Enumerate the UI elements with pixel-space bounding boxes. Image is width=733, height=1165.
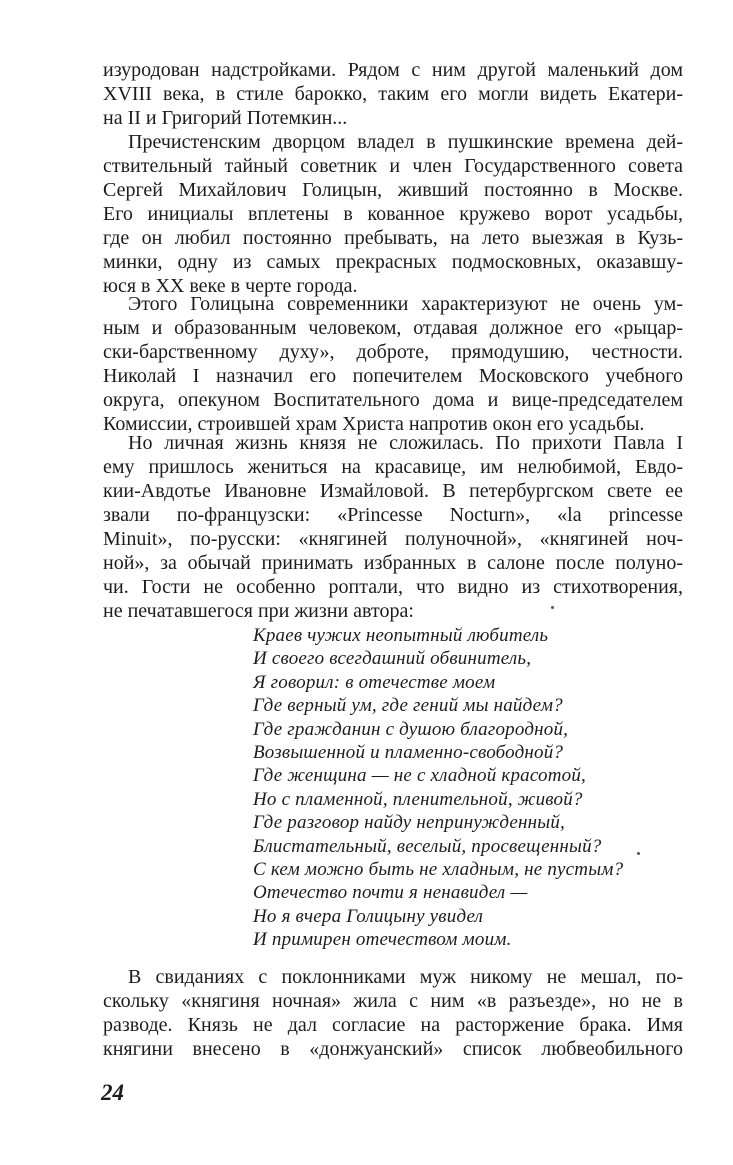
text-line: Но личная жизнь князя не сложилась. По прихоти Павла I bbox=[128, 432, 683, 454]
text-line: Его инициалы вплетены в кованное кружево ворот усадьбы, bbox=[103, 203, 683, 225]
text-line: Николай I назначил его попечителем Московского учебного bbox=[103, 365, 683, 387]
poem-line: Где верный ум, где гений мы найдем? bbox=[253, 695, 563, 717]
text-line: разводе. Князь не дал согласие на расторжение брака. Имя bbox=[103, 1014, 683, 1036]
poem-line: С кем можно быть не хладным, не пустым? bbox=[253, 858, 624, 880]
text-line: не печатавшегося при жизни автора: bbox=[103, 600, 414, 622]
text-line: XVIII века, в стиле барокко, таким его могли видеть Екатери- bbox=[103, 83, 683, 105]
text-line: ствительный тайный советник и член Государственного совета bbox=[103, 155, 683, 177]
text-line: ной», за обычай принимать избранных в салоне после полуно- bbox=[103, 552, 683, 574]
poem-line: Краев чужих неопытный любитель bbox=[253, 625, 549, 646]
text-line: на II и Григорий Потемкин... bbox=[103, 107, 348, 129]
poem-line: Возвышенной и пламенно-свободной? bbox=[253, 741, 564, 763]
text-line: кии-Авдотье Ивановне Измайловой. В петербургском свете ее bbox=[103, 480, 683, 502]
text-line: звали по-французски: «Princesse Nocturn», «la princesse bbox=[103, 504, 683, 526]
text-line: юся в XX веке в черте города. bbox=[103, 275, 358, 297]
text-line: минки, одну из самых прекрасных подмосковных, оказавшу- bbox=[103, 251, 683, 273]
poem-line: Где разговор найду непринужденный, bbox=[253, 812, 565, 834]
text-line: Комиссии, строившей храм Христа напротив окон его усадьбы. bbox=[103, 413, 645, 435]
text-line: Сергей Михайлович Голицын, живший постоянно в Москве. bbox=[103, 179, 683, 201]
text-line: Пречистенским дворцом владел в пушкинские времена дей- bbox=[128, 131, 683, 153]
text-line: ски-барственному духу», доброте, прямодушию, честности. bbox=[103, 341, 683, 363]
text-line: Minuit», по-русски: «княгиней полуночной», «княгиней ноч- bbox=[103, 528, 683, 550]
text-line: Этого Голицына современники характеризуют не очень ум- bbox=[128, 293, 683, 315]
poem-line: И своего всегдашний обвинитель, bbox=[253, 648, 532, 670]
text-line: округа, опекуном Воспитательного дома и вице-председателем bbox=[103, 389, 683, 411]
poem-stanza bbox=[253, 624, 673, 951]
text-line: княгини внесено в «донжуанский» список любвеобильного bbox=[103, 1038, 683, 1060]
print-speck bbox=[551, 606, 554, 609]
print-speck bbox=[637, 852, 640, 855]
poem-line: Блистательный, веселый, просвещенный? bbox=[253, 835, 602, 857]
text-line: скольку «княгиня ночная» жила с ним «в разъезде», но не в bbox=[103, 990, 683, 1012]
text-line: где он любил постоянно пребывать, на лето выезжая в Кузь- bbox=[103, 227, 683, 249]
paragraph-5 bbox=[103, 965, 683, 1061]
paragraph-2 bbox=[103, 130, 683, 298]
page-number: 24 bbox=[101, 1080, 124, 1105]
poem-line: Но я вчера Голицыну увидел bbox=[253, 905, 484, 927]
poem-line: Где женщина — не с хладной красотой, bbox=[253, 765, 586, 787]
poem-line: И примирен отечеством моим. bbox=[253, 929, 512, 951]
poem-line: Отечество почти я ненавидел — bbox=[253, 882, 528, 904]
poem-line: Я говорил: в отечестве моем bbox=[253, 671, 496, 693]
text-line: изуродован надстройками. Рядом с ним другой маленький дом bbox=[103, 59, 683, 81]
paragraph-4 bbox=[103, 431, 683, 623]
text-line: чи. Гости не особенно роптали, что видно из стихотворения, bbox=[103, 576, 683, 598]
paragraph-3 bbox=[103, 292, 683, 436]
text-line: ным и образованным человеком, отдавая должное его «рыцар- bbox=[103, 317, 683, 339]
paragraph-1 bbox=[103, 58, 683, 130]
poem-line: Где гражданин с душою благородной, bbox=[253, 718, 569, 740]
text-line: В свиданиях с поклонниками муж никому не мешал, по- bbox=[128, 966, 683, 988]
poem-line: Но с пламенной, пленительной, живой? bbox=[253, 788, 583, 810]
text-line: ему пришлось жениться на красавице, им нелюбимой, Евдо- bbox=[103, 456, 683, 478]
